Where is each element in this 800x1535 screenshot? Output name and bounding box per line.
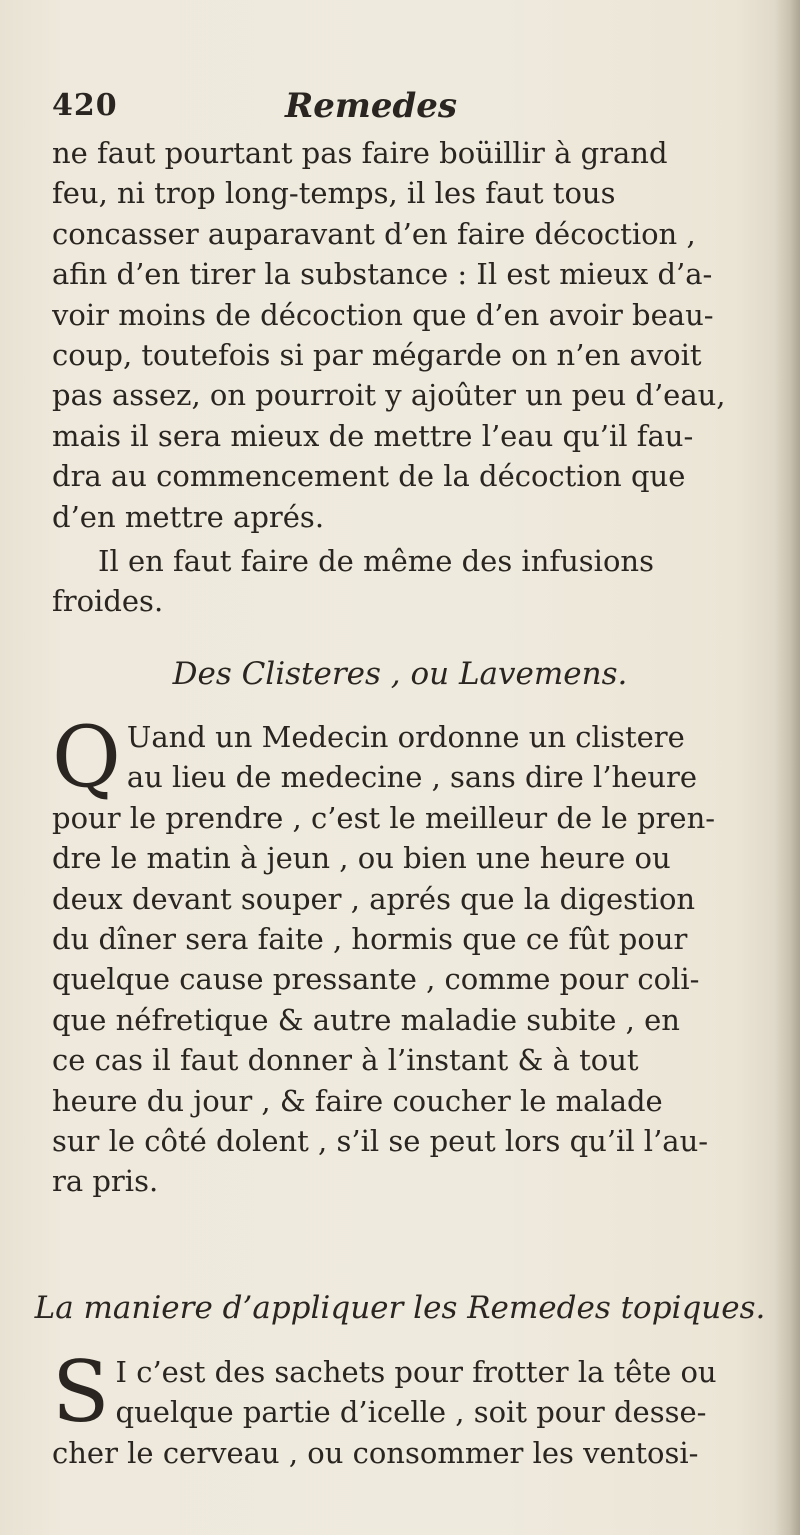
text-line: pas assez, on pourroit y ajoûter un peu d’eau, [52,378,726,413]
text-line: coup, toutefois si par mégarde on n’en avoit [52,337,702,372]
section-heading-clisteres: Des Clisteres , ou Lavemens. [172,656,628,692]
text-line: ra pris. [52,1164,159,1199]
paragraph-clisteres [52,708,772,1202]
text-line: ce cas il faut donner à l’instant & à tout [52,1043,639,1078]
paragraph-decoction [52,133,772,537]
text-line: ne faut pourtant pas faire boüillir à grand [52,136,668,170]
section-heading-topiques: La maniere d’appliquer les Remedes topiques. [34,1290,766,1326]
page-header [52,88,760,128]
text-line: au lieu de medecine , sans dire l’heure [126,760,698,795]
text-line: afin d’en tirer la substance : Il est mieux d’a- [52,257,713,292]
text-line: dra au commencement de la décoction que [52,459,686,494]
text-line: concasser auparavant d’en faire décoction , [52,216,696,251]
text-line: dre le matin à jeun , ou bien une heure ou [52,841,671,876]
paragraph-topiques [52,1343,772,1473]
text-line: deux devant souper , aprés que la digestion [52,881,696,916]
drop-cap: S [52,1343,110,1441]
text-line: que néfretique & autre maladie subite , en [52,1002,680,1037]
paragraph-infusions [52,541,772,622]
text-line: mais il sera mieux de mettre l’eau qu’il fau- [52,418,694,453]
drop-cap: Q [52,708,121,806]
page-number: 420 [52,88,118,123]
text-line: froides. [52,584,164,619]
text-line: Il en faut faire de même des infusions [98,544,654,578]
text-line: pour le prendre , c’est le meilleur de le pren- [52,800,716,835]
text-line: quelque cause pressante , comme pour coli- [52,962,700,997]
text-line: voir moins de décoction que d’en avoir beau- [52,297,714,332]
text-line: sur le côté dolent , s’il se peut lors qu’il l’au- [52,1123,709,1158]
text-line: heure du jour , & faire coucher le malade [52,1083,663,1118]
text-line: I c’est des sachets pour frotter la tête ou [115,1355,717,1389]
text-line: quelque partie d’icelle , soit pour desse- [115,1395,707,1430]
text-line: d’en mettre aprés. [52,499,325,534]
text-line: cher le cerveau , ou consommer les ventosi- [52,1435,699,1470]
text-line: Uand un Medecin ordonne un clistere [126,720,685,754]
text-line: feu, ni trop long-temps, il les faut tous [52,176,616,211]
running-title: Remedes [285,86,458,126]
text-line: du dîner sera faite , hormis que ce fût pour [52,921,688,956]
